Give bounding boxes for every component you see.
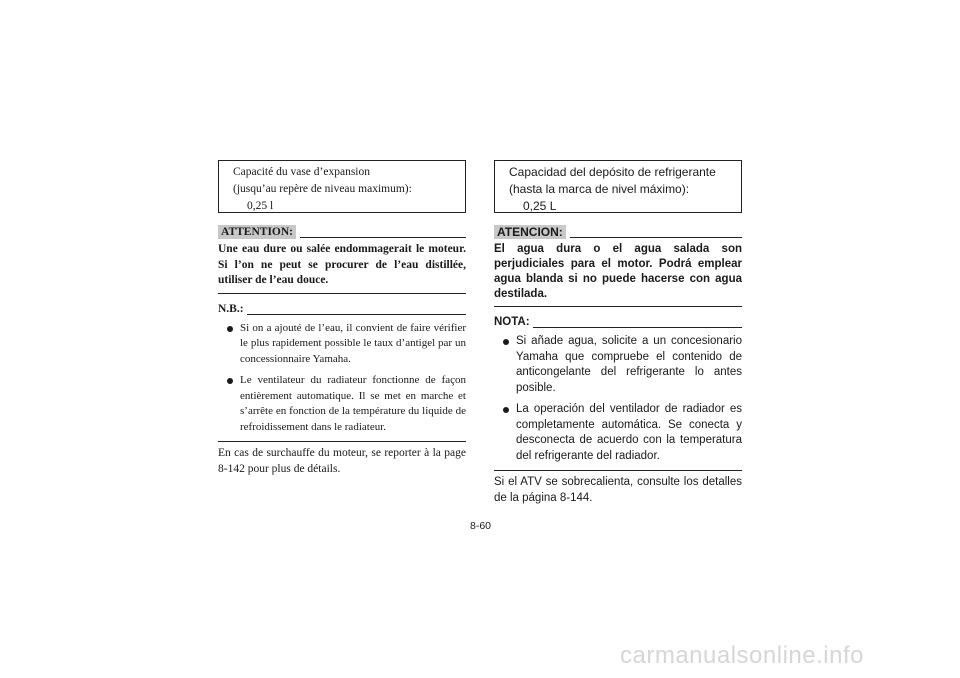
capacity-spec-box	[494, 160, 742, 213]
list-item-text: Si on a ajouté de l’eau, il convient de faire vérifier le plus rapidement possible le taux d’antigel par un concessionnaire Yamaha.	[240, 321, 466, 365]
warning-rule	[570, 237, 742, 238]
spanish-column	[494, 160, 742, 506]
bullet-icon	[227, 326, 233, 332]
note-rule	[247, 314, 466, 315]
warning-text: Une eau dure ou salée endommagerait le moteur. Si l’on ne peut se procurer de l’eau distillée, utiliser de l’eau douce.	[218, 242, 466, 294]
warning-text: El agua dura o el agua salada son perjudiciales para el motor. Podrá emplear agua blanda si no puede hacerse con agua destilada.	[494, 242, 742, 307]
warning-label: ATTENTION:	[218, 225, 296, 239]
page-number: 8-60	[470, 520, 492, 532]
note-label: N.B.:	[218, 302, 244, 315]
spec-line-2: (hasta la marca de nivel máximo):	[509, 182, 690, 196]
overheat-text: En cas de surchauffe du moteur, se reporter à la page 8-142 pour plus de détails.	[218, 447, 466, 475]
note-list	[494, 334, 742, 471]
spec-line-1: Capacidad del depósito de refrigerante	[509, 165, 716, 179]
spec-value: 0,25 l	[247, 200, 274, 212]
list-item-text: Si añade agua, solicite a un concesionario Yamaha que compruebe el contenido de anticongelante del refrigerante lo antes posible.	[516, 335, 742, 394]
list-item	[494, 402, 742, 464]
capacity-spec-box	[218, 160, 466, 213]
note-header	[218, 302, 466, 316]
note-header	[494, 315, 742, 329]
french-column	[218, 160, 466, 477]
bullet-icon	[503, 339, 509, 345]
warning-label: ATENCION:	[494, 225, 566, 239]
note-list	[218, 321, 466, 443]
list-item	[218, 321, 466, 368]
spec-line-2: (jusqu’au repère de niveau maximum):	[233, 183, 412, 195]
list-item	[218, 373, 466, 435]
spec-line-1: Capacité du vase d’expansion	[233, 166, 370, 178]
list-item	[494, 334, 742, 396]
warning-header	[218, 223, 466, 239]
note-label: NOTA:	[494, 316, 530, 328]
spec-value: 0,25 L	[523, 199, 557, 213]
note-rule	[533, 327, 742, 328]
list-item-text: La operación del ventilador de radiador es completamente automática. Se conecta y desconecta de acuerdo con la temperatura del refrigerante del radiador.	[516, 403, 742, 462]
warning-rule	[300, 237, 466, 238]
warning-header	[494, 223, 742, 239]
overheat-text: Si el ATV se sobrecalienta, consulte los detalles de la página 8-144.	[494, 476, 742, 504]
bullet-icon	[227, 378, 233, 384]
list-item-text: Le ventilateur du radiateur fonctionne de façon entièrement automatique. Il se met en marche et s’arrête en fonction de la température du liquide de refroidissement dans le radiateur.	[240, 374, 466, 433]
bullet-icon	[503, 407, 509, 413]
watermark: carmanualsonline.info	[620, 642, 864, 669]
